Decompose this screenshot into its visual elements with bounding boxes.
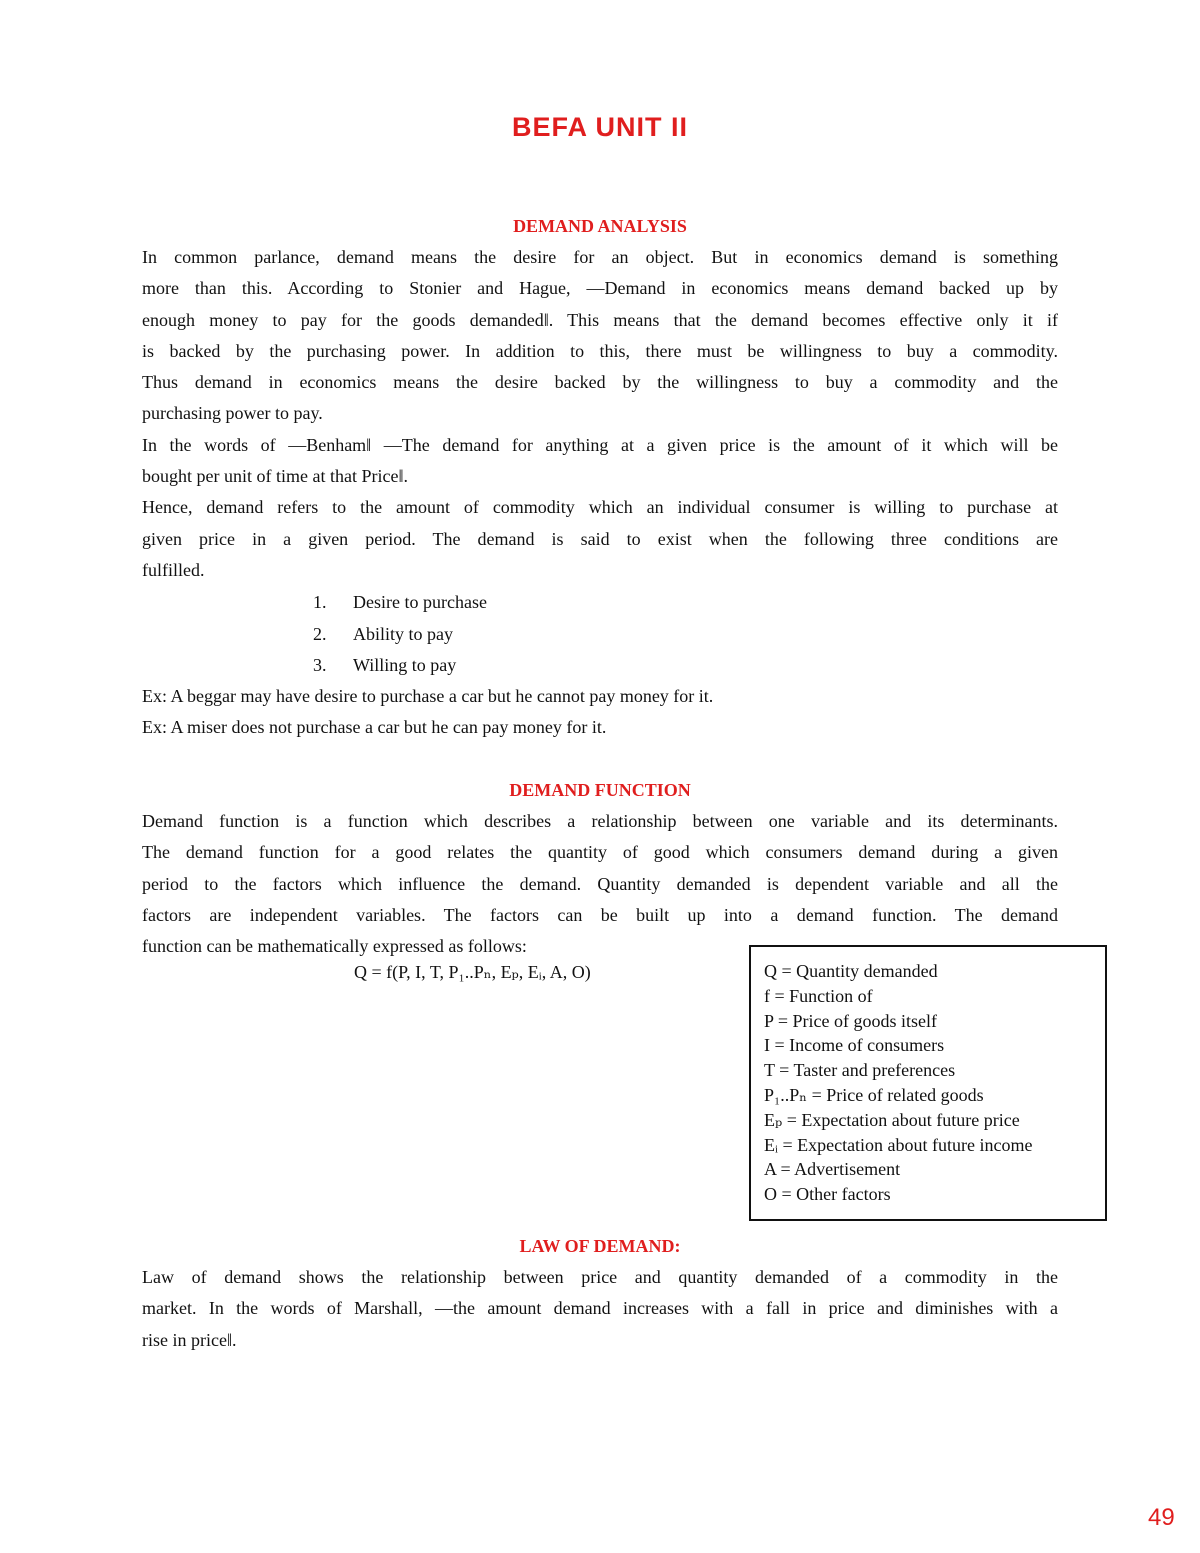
text-line: period to the factors which influence the demand. Quantity demanded is dependent variable and all the: [142, 873, 1058, 894]
legend-item: A = Advertisement: [764, 1159, 901, 1180]
section-heading-law-of-demand: LAW OF DEMAND:: [519, 1236, 681, 1256]
demand-function-paragraph: [142, 806, 1058, 962]
legend-item: Q = Quantity demanded: [764, 961, 938, 981]
legend-item: Eᵢ = Expectation about future income: [764, 1134, 1033, 1155]
text-line: more than this. According to Stonier and Hague, ―Demand in economics means demand backed up by: [142, 278, 1058, 299]
conditions-list: [313, 587, 487, 682]
legend-item: P₁..Pₙ = Price of related goods: [764, 1084, 984, 1105]
legend-item: I = Income of consumers: [764, 1035, 945, 1056]
legend-item: O = Other factors: [764, 1184, 891, 1205]
text-line: Demand function is a function which describes a relationship between one variable and its determinants.: [142, 811, 1058, 831]
list-number: 1.: [313, 592, 327, 612]
text-line: Hence, demand refers to the amount of commodity which an individual consumer is willing to purchase at: [142, 497, 1058, 518]
example-line: Ex: A miser does not purchase a car but he can pay money for it.: [142, 717, 607, 738]
list-text: Ability to pay: [353, 623, 453, 644]
demand-function-formula: Q = f(P, I, T, P₁..Pₙ, Eₚ, Eᵢ, A, O): [354, 962, 591, 982]
list-item: [313, 619, 487, 651]
section-heading-demand-function: DEMAND FUNCTION: [509, 780, 691, 800]
text-line: rise in price‖.: [142, 1329, 237, 1350]
legend-item: Eₚ = Expectation about future price: [764, 1109, 1020, 1130]
list-item: [313, 650, 487, 682]
page-number: 49: [1148, 1504, 1175, 1531]
law-of-demand-paragraph: [142, 1262, 1058, 1356]
legend-item: f = Function of: [764, 985, 873, 1006]
text-line: In the words of ―Benham‖ ―The demand for anything at a given price is the amount of it which will be: [142, 434, 1058, 455]
text-line: purchasing power to pay.: [142, 403, 323, 424]
examples: [142, 681, 1058, 744]
demand-analysis-paragraph: [142, 242, 1058, 586]
text-line: Law of demand shows the relationship between price and quantity demanded of a commodity in the: [142, 1267, 1058, 1287]
text-line: factors are independent variables. The factors can be built up into a demand function. The demand: [142, 904, 1058, 925]
section-heading-demand-analysis: DEMAND ANALYSIS: [513, 216, 687, 236]
document-title: BEFA UNIT II: [511, 112, 688, 142]
list-text: Desire to purchase: [353, 592, 487, 612]
text-line: In common parlance, demand means the desire for an object. But in economics demand is something: [142, 247, 1058, 267]
text-line: bought per unit of time at that Price‖.: [142, 466, 408, 487]
text-line: function can be mathematically expressed as follows:: [142, 936, 527, 957]
legend-list: [764, 959, 1033, 1207]
example-line: Ex: A beggar may have desire to purchase a car but he cannot pay money for it.: [142, 686, 714, 706]
text-line: market. In the words of Marshall, ―the amount demand increases with a fall in price and diminishes with a: [142, 1298, 1058, 1319]
formula-legend-box: [749, 945, 1107, 1221]
text-line: Thus demand in economics means the desire backed by the willingness to buy a commodity and the: [142, 372, 1058, 393]
list-number: 3.: [313, 655, 327, 676]
legend-item: P = Price of goods itself: [764, 1010, 937, 1031]
legend-item: T = Taster and preferences: [764, 1060, 956, 1081]
text-line: is backed by the purchasing power. In addition to this, there must be willingness to buy a commodity.: [142, 340, 1058, 361]
text-line: enough money to pay for the goods demanded‖. This means that the demand becomes effective only it if: [142, 309, 1058, 330]
list-text: Willing to pay: [353, 655, 457, 676]
list-item: [313, 587, 487, 619]
text-line: The demand function for a good relates the quantity of good which consumers demand during a given: [142, 842, 1058, 863]
text-line: given price in a given period. The demand is said to exist when the following three conditions are: [142, 528, 1058, 549]
list-number: 2.: [313, 623, 327, 644]
text-line: fulfilled.: [142, 559, 205, 580]
